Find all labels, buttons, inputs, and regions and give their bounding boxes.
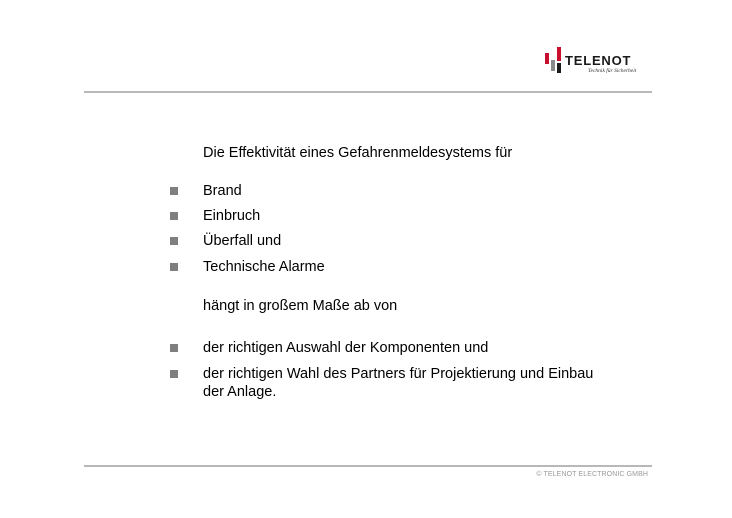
bullet-square-icon (170, 187, 178, 195)
hazard-item-technische-alarme: Technische Alarme (203, 259, 325, 275)
factor-item-komponenten: der richtigen Auswahl der Komponenten und (203, 340, 489, 356)
brand-tagline: Technik für Sicherheit (588, 68, 637, 74)
bullet-square-icon (170, 370, 178, 378)
hazard-item-einbruch: Einbruch (203, 208, 261, 224)
bullet-square-icon (170, 212, 178, 220)
factor-item-partner-continuation: der Anlage. (203, 384, 277, 400)
hazard-item-ueberfall: Überfall und (203, 233, 282, 249)
footer-copyright: © TELENOT ELECTRONIC GMBH (536, 471, 648, 478)
bullet-square-icon (170, 263, 178, 271)
intro-text: Die Effektivität eines Gefahrenmeldesystems für (203, 145, 513, 161)
footer-divider (84, 465, 652, 467)
factor-item-partner: der richtigen Wahl des Partners für Projektierung und Einbau (203, 366, 594, 382)
bullet-square-icon (170, 344, 178, 352)
brand-name: TELENOT (565, 53, 632, 68)
hazard-item-brand: Brand (203, 183, 242, 199)
bullet-square-icon (170, 237, 178, 245)
middle-text: hängt in großem Maße ab von (203, 298, 398, 314)
